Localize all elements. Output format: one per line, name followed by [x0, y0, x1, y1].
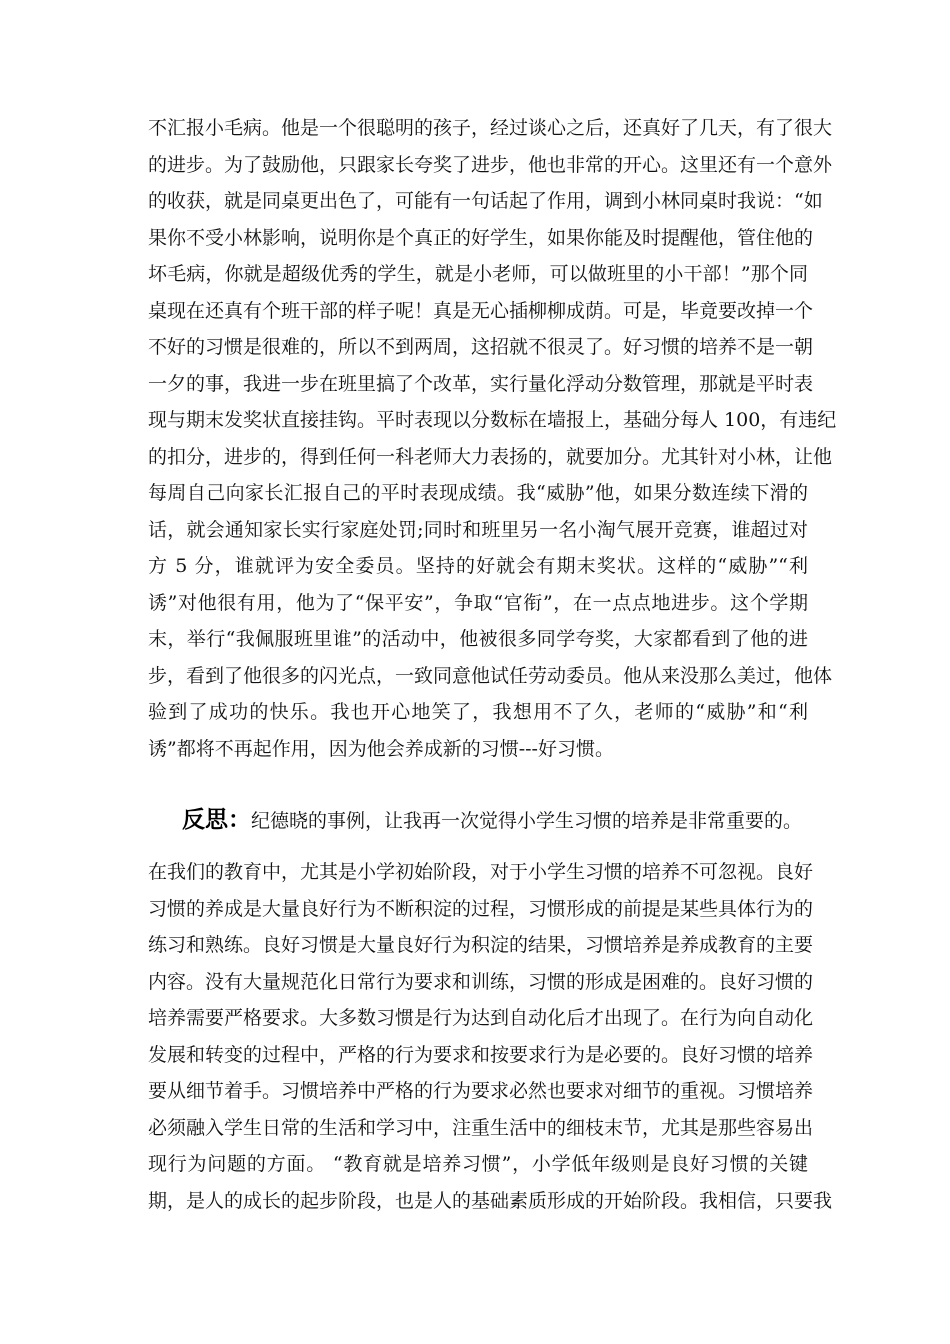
paragraph-1: [148, 110, 837, 767]
paragraph-line: 桌现在还真有个班干部的样子呢！真是无心插柳柳成荫。可是，毕竟要改掉一个: [148, 299, 814, 322]
paragraph-line: 方 5 分，谁就评为安全委员。坚持的好就会有期末奖状。这样的“威胁”“利: [148, 555, 808, 577]
paragraph-line: 末，举行“我佩服班里谁”的活动中，他被很多同学夸奖，大家都看到了他的进: [148, 628, 808, 650]
paragraph-line: 在我们的教育中，尤其是小学初始阶段，对于小学生习惯的培养不可忽视。良好: [148, 861, 814, 883]
paragraph-line: 培养需要严格要求。大多数习惯是行为达到自动化后才出现了。在行为向自动化: [148, 1007, 814, 1029]
paragraph-line: 坏毛病，你就是超级优秀的学生，就是小老师，可以做班里的小干部！”那个同: [148, 263, 808, 285]
paragraph-line: 的扣分，进步的，得到任何一科老师大力表扬的，就要加分。尤其针对小林，让他: [148, 445, 833, 468]
paragraph-line: 期，是人的成长的起步阶段，也是人的基础素质形成的开始阶段。我相信，只要我: [148, 1189, 833, 1212]
paragraph-line: 不汇报小毛病。他是一个很聪明的孩子，经过谈心之后，还真好了几天，有了很大: [148, 117, 833, 139]
paragraph-line: 练习和熟练。良好习惯是大量良好行为积淀的结果，习惯培养是养成教育的主要: [148, 934, 814, 956]
paragraph-line: 步，看到了他很多的闪光点，一致同意他试任劳动委员。他从来没那么美过，他体: [148, 664, 833, 687]
paragraph-line: 必须融入学生日常的生活和学习中，注重生活中的细枝末节，尤其是那些容易出: [148, 1116, 814, 1139]
paragraph-line: 要从细节着手。习惯培养中严格的行为要求必然也要求对细节的重视。习惯培养: [148, 1080, 814, 1102]
paragraph-line: 现行为问题的方面。 “教育就是培养习惯”，小学低年级则是良好习惯的关键: [148, 1153, 808, 1175]
reflection-first-line: [148, 800, 808, 840]
paragraph-line: 果你不受小林影响，说明你是个真正的好学生，如果你能及时提醒他，管住他的: [148, 226, 814, 249]
paragraph-line: 验到了成功的快乐。我也开心地笑了，我想用不了久，老师的“威胁”和“利: [148, 701, 808, 723]
paragraph-line: 一夕的事，我进一步在班里搞了个改革，实行量化浮动分数管理，那就是平时表: [148, 372, 814, 395]
paragraph-line: 诱”都将不再起作用，因为他会养成新的习惯---好习惯。: [148, 737, 614, 760]
paragraph-line: 现与期末发奖状直接挂钩。平时表现以分数标在墙报上，基础分每人 100，有违纪: [148, 409, 837, 431]
paragraph-line: 的进步。为了鼓励他，只跟家长夸奖了进步，他也非常的开心。这里还有一个意外: [148, 153, 833, 176]
paragraph-line: 内容。没有大量规范化日常行为要求和训练，习惯的形成是困难的。良好习惯的: [148, 970, 814, 993]
paragraph-line: 每周自己向家长汇报自己的平时表现成绩。我“威胁”他，如果分数连续下滑的: [148, 482, 808, 504]
reflection-heading: 反思：: [182, 807, 251, 833]
paragraph-2: [148, 854, 833, 1219]
paragraph-line: 的收获，就是同桌更出色了，可能有一句话起了作用，调到小林同桌时我说：“如: [148, 190, 823, 212]
paragraph-line: 习惯的养成是大量良好行为不断积淀的过程，习惯形成的前提是某些具体行为的: [148, 897, 814, 920]
reflection-intro: 纪德晓的事例，让我再一次觉得小学生习惯的培养是非常重要的。: [251, 810, 803, 832]
reflection-heading-line: [148, 800, 808, 840]
paragraph-line: 不好的习惯是很难的，所以不到两周，这招就不很灵了。好习惯的培养不是一朝: [148, 336, 814, 358]
paragraph-line: 话，就会通知家长实行家庭处罚;同时和班里另一名小淘气展开竞赛，谁超过对: [148, 518, 808, 541]
paragraph-line: 发展和转变的过程中，严格的行为要求和按要求行为是必要的。良好习惯的培养: [148, 1043, 814, 1066]
paragraph-line: 诱”对他很有用，他为了“保平安”，争取“官衔”，在一点点地进步。这个学期: [148, 591, 808, 614]
